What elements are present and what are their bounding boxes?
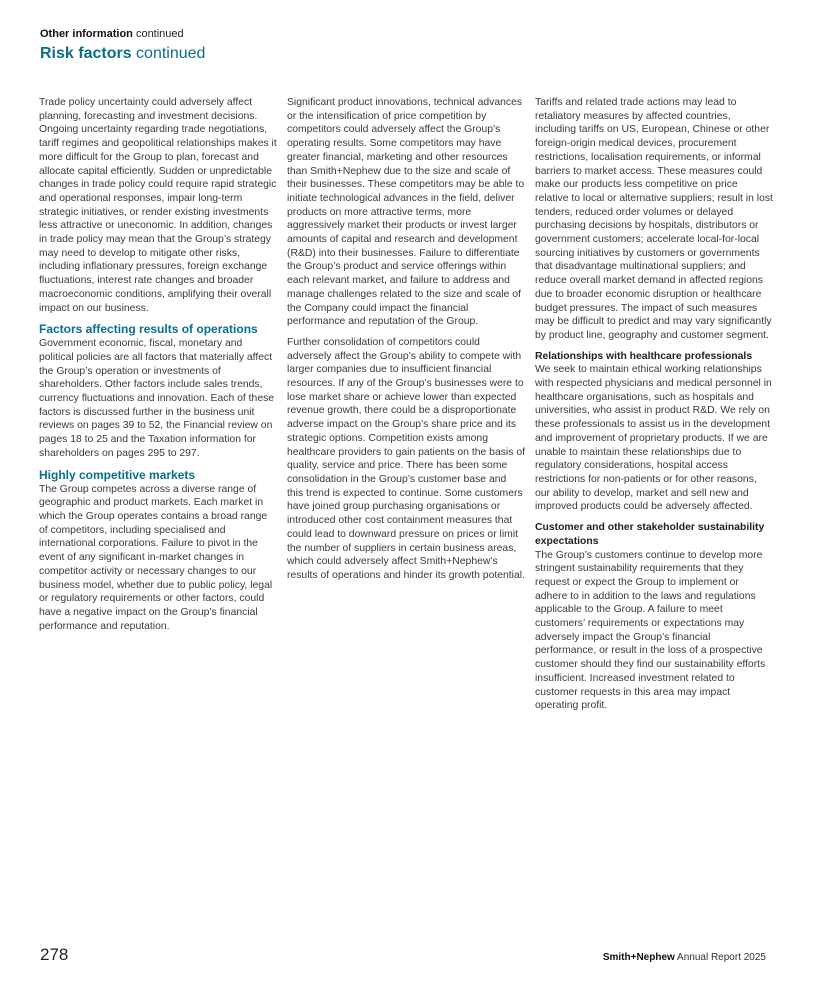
heading-factors-affecting-results: Factors affecting results of operations — [39, 322, 258, 337]
heading-highly-competitive-markets: Highly competitive markets — [39, 467, 196, 482]
heading-sustainability-expectations: Customer and other stakeholder sustainability expectations — [535, 522, 765, 547]
paragraph-tariffs: Tariffs and related trade actions may lead to retaliatory measures by affected countries, including tariffs on US, European, Chinese or other foreign-origin medical devices, procurement restrictions, localisation requirements, or informal barriers to market access. These measures could make our products less competitive on price relative to local or alternative suppliers; result in lost tenders, reduced order volumes or delayed purchasing decisions by hospitals, distributors or government customers; accelerate local-for-local sourcing initiatives by customers or governments that disadvantage multinational suppliers; and reduce overall market demand in affected regions due to broader economic disruption or healthcare budget pressures. The impact of such measures may be difficult to predict and may vary significantly by product line, geography and customer segment. — [535, 97, 773, 341]
brand-name: Smith+Nephew — [602, 952, 675, 963]
page-title-main: Risk factors — [40, 45, 132, 62]
paragraph-healthcare-professionals: We seek to maintain ethical working relationships with respected physicians and medical personnel in healthcare organisations, such as hospitals and universities, who assist in product R&D. We rely on these professionals to assist us in the development and improvement of proprietary products. If we are unable to maintain these relationships due to regulatory considerations, hospital access restrictions for non-patients or for other reasons, our ability to develop, market and sell new and improved products could be adversely affected. — [535, 364, 772, 513]
page-title-suffix: continued — [131, 45, 206, 62]
page-title — [40, 44, 780, 64]
text-column-3 — [535, 96, 773, 720]
section-name: Other information — [40, 28, 133, 40]
paragraph-consolidation: Further consolidation of competitors could adversely affect the Group’s ability to compete with larger companies due to insufficient financial resources. If any of the Group’s businesses were to lose market share or achieve lower than expected revenue growth, there could be a disproportionate adverse impact on the Group’s share price and its strategic options. Competition exists among healthcare providers to gain patients on the basis of quality, service and price. There has been some consolidation in the Group’s customer base and this trend is expected to continue. Some customers have joined group purchasing organisations or introduced other cost containment measures that could lead to downward pressure on prices or limit the number of suppliers in certain business areas, which could adversely affect Smith+Nephew’s results of operations and hinder its growth potential. — [287, 336, 525, 581]
paragraph-factors-affecting-results: Government economic, fiscal, monetary and political policies are all factors that materially affect the Group’s operation or investments of shareholders. Other factors include sales trends, currency fluctuations and innovation. Each of these factors is discussed further in the business unit reviews on pages 39 to 52, the Financial review on pages 18 to 25 and the Taxation information for shareholders on pages 295 to 297. — [39, 338, 275, 459]
footer-brand — [603, 951, 766, 964]
page-header — [40, 27, 780, 64]
report-name: Annual Report 2025 — [674, 952, 766, 963]
paragraph-trade-policy: Trade policy uncertainty could adversely affect planning, forecasting and investment decisions. Ongoing uncertainty regarding trade negotiations, tariff regimes and geopolitical relationships makes it more difficult for the Group to plan, forecast and allocate capital efficiently. Sudden or unpredictable changes in trade policy could require rapid strategic and operational responses, impair long-term strategic initiatives, or render existing investments less attractive or uneconomic. In addition, changes in trade policy may mean that the Group’s strategy may need to develop to mitigate other risks, including inflationary pressures, foreign exchange fluctuations, interest rate changes and broader macroeconomic conditions, amplifying their overall impact on our business. — [39, 97, 277, 314]
paragraph-sustainability-expectations: The Group’s customers continue to develop more stringent sustainability requirements that they request or expect the Group to implement or adhere to in addition to the laws and regulations applicable to the Group. A failure to meet customers’ requirements or expectations may adversely impact the Group’s financial performance, or result in the loss of a prospective customer should they find our sustainability efforts insufficient. Increased investment related to customer requests in this area may impact operating profit. — [535, 549, 766, 712]
text-column-2 — [287, 96, 525, 590]
text-column-1 — [39, 96, 277, 640]
section-label — [40, 27, 780, 41]
page-number: 278 — [40, 945, 69, 964]
paragraph-highly-competitive-markets: The Group competes across a diverse range of geographic and product markets. Each market in which the Group operates contains a broad range of competitors, including specialised and international corporations. Failure to pivot in the event of any significant in-market changes in competitor activity or necessary changes to our business model, whether due to public policy, legal or regulatory requirements or other factors, could have a negative impact on the Group’s financial performance and reputation. — [39, 483, 273, 632]
heading-healthcare-professionals: Relationships with healthcare professionals — [535, 350, 753, 362]
section-suffix: continued — [132, 28, 184, 40]
paragraph-product-innovations: Significant product innovations, technical advances or the intensification of price competition by competitors could adversely affect the Group’s operating results. Some competitors may have greater financial, marketing and other resources than Smith+Nephew due to the size and scale of their businesses. These competitors may be able to initiate technological advances in the field, deliver products on more attractive terms, more aggressively market their products or invest larger amounts of capital and research and development (R&D) into their businesses. Failure to differentiate the Group’s product and service offerings within each relevant market, and failure to address and manage challenges related to the size and scale of the Company could impact the financial performance and reputation of the Group. — [287, 97, 525, 328]
